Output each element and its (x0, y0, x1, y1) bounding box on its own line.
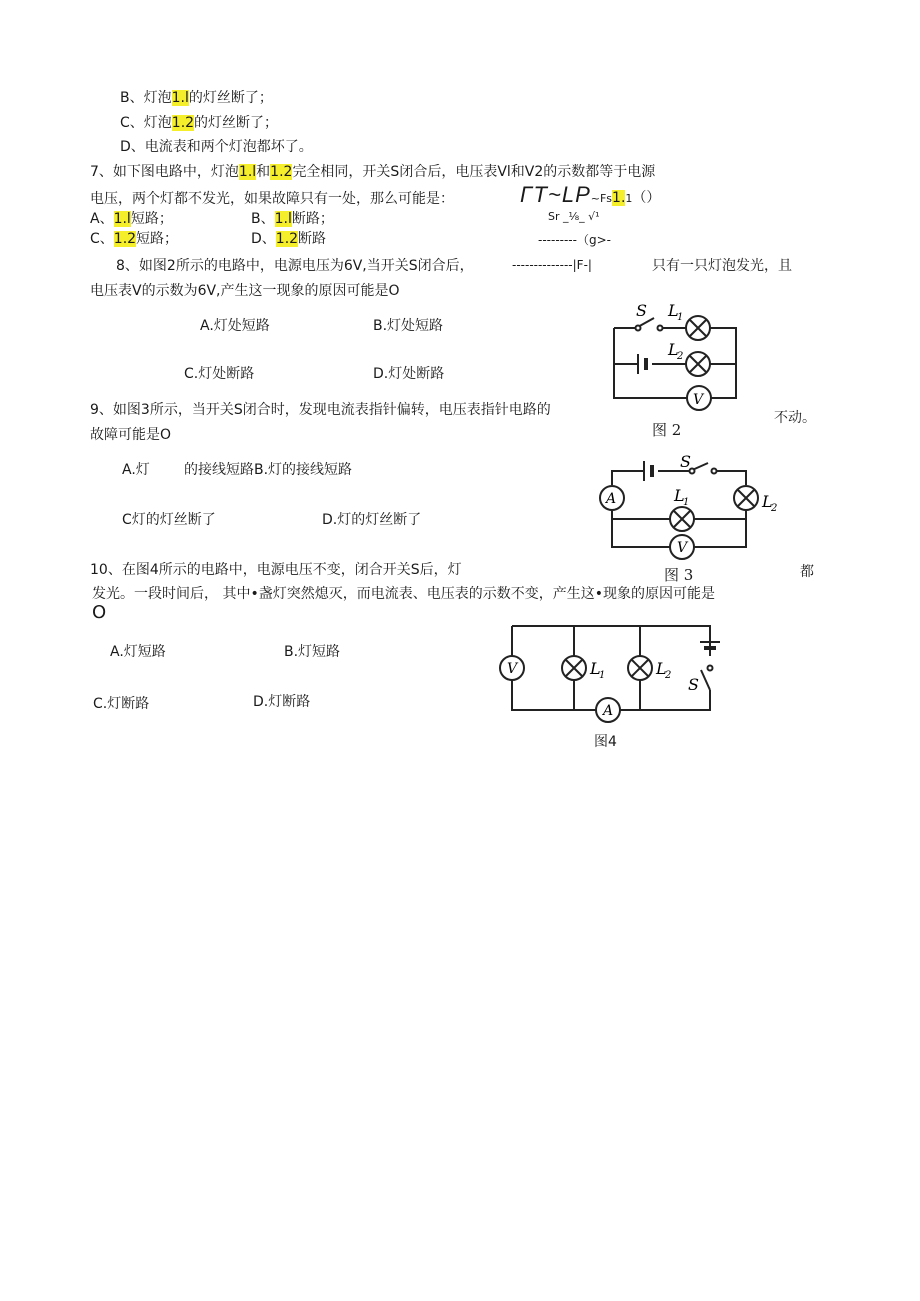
q6-option-c: C、灯泡1.2的灯丝断了； (120, 115, 279, 131)
fig4-label-l1: L (590, 659, 601, 678)
fig4-voltmeter-label: V (507, 661, 518, 677)
q10-option-d: D.灯断路 (253, 694, 311, 710)
fig3-ammeter-label: A (606, 491, 617, 507)
q10-option-a: A.灯短路 (110, 644, 166, 660)
q9-option-d: D.灯的灯丝断了 (322, 512, 422, 528)
q10-option-b: B.灯短路 (284, 644, 341, 660)
q9-stem-line2: 故障可能是O (90, 427, 172, 443)
q9-option-a-b: 的接线短路B.灯的接线短路 (184, 462, 353, 478)
q9-stem-line1: 9、如图3所示，当开关S闭合时，发现电流表指针偏转，电压表指针电路的 (90, 402, 551, 418)
figure-3-caption: 图 3 (664, 566, 694, 584)
fig4-ammeter-label: A (603, 703, 614, 719)
q7-option-d: D、1.2断路 (251, 231, 327, 247)
q7-garbled-figure-text-2: Sr _⅛_ √¹ (548, 210, 600, 223)
q9-option-a-prefix: A.灯 (122, 462, 150, 478)
fig4-label-l2: L (656, 659, 667, 678)
q8-option-d: D.灯处断路 (373, 366, 445, 382)
q10-stem-line2: 发光。一段时间后， 其中•盏灯突然熄灭，而电流表、电压表的示数不变，产生这•现象的原因可能是 (92, 586, 715, 602)
fig2-label-l2-sub: 2 (677, 351, 684, 362)
fig3-label-l2-sub: 2 (771, 503, 778, 514)
q10-stem-line1-end: 都 (800, 564, 814, 580)
fig4-label-l2-sub: 2 (665, 670, 672, 681)
q10-stem-line3: O (92, 602, 107, 623)
q10-stem-line1: 10、在图4所示的电路中，电源电压不变，闭合开关S后，灯 (90, 562, 462, 578)
fig3-label-s: S (680, 452, 691, 471)
q7-garbled-figure-text-3: ---------（g>- (538, 233, 611, 247)
fig2-voltmeter-label: V (693, 392, 704, 408)
fig2-label-l1: L (668, 301, 679, 320)
figure-2-circuit (600, 300, 750, 410)
fig2-label-l2: L (668, 340, 679, 359)
fig3-label-l1: L (674, 486, 685, 505)
q8-stem-line2: 电压表V的示数为6V,产生这一现象的原因可能是O (90, 283, 400, 299)
fig4-label-l1-sub: 1 (599, 670, 606, 681)
q8-option-a: A.灯处短路 (200, 318, 270, 334)
q7-option-b: B、1.l断路； (251, 211, 334, 227)
fig2-label-s: S (636, 301, 647, 320)
fig3-voltmeter-label: V (677, 540, 688, 556)
figure-4-caption: 图4 (594, 734, 617, 750)
fig3-label-l1-sub: 1 (683, 497, 690, 508)
q8-option-b: B.灯处短路 (373, 318, 444, 334)
figure-4-circuit (496, 618, 726, 728)
fig4-label-s: S (688, 675, 699, 694)
fig3-label-l2: L (762, 492, 773, 511)
fig2-label-l1-sub: 1 (677, 312, 684, 323)
q6-option-b: B、灯泡1.l的灯丝断了； (120, 90, 273, 106)
q7-stem-line1: 7、如下图电路中，灯泡1.l和1.2完全相同，开关S闭合后，电压表Vl和V2的示数都等于电源 (90, 164, 656, 180)
q8-stem-line1-end: 只有一只灯泡发光，且 (652, 258, 792, 274)
q7-option-a: A、1.l短路； (90, 211, 173, 227)
q6-option-d: D、电流表和两个灯泡都坏了。 (120, 139, 313, 155)
q9-option-c: C灯的灯丝断了 (122, 512, 216, 528)
q8-option-c: C.灯处断路 (184, 366, 255, 382)
q7-option-c: C、1.2短路； (90, 231, 179, 247)
q10-option-c: C.灯断路 (93, 696, 150, 712)
q7-stem-line2: 电压，两个灯都不发光，如果故障只有一处，那么可能是： (90, 191, 454, 207)
q8-stem-line1: 8、如图2所示的电路中，电源电压为6V,当开关S闭合后， (116, 258, 474, 274)
q9-stem-line1-end: 不动。 (774, 410, 816, 426)
figure-2-caption: 图 2 (652, 421, 682, 439)
q7-garbled-figure-text: ΓT~LP~Fs1.1（） (520, 182, 661, 207)
figure-3-circuit (596, 452, 786, 570)
q8-garbled-figure-text: --------------|F-| (512, 258, 592, 272)
